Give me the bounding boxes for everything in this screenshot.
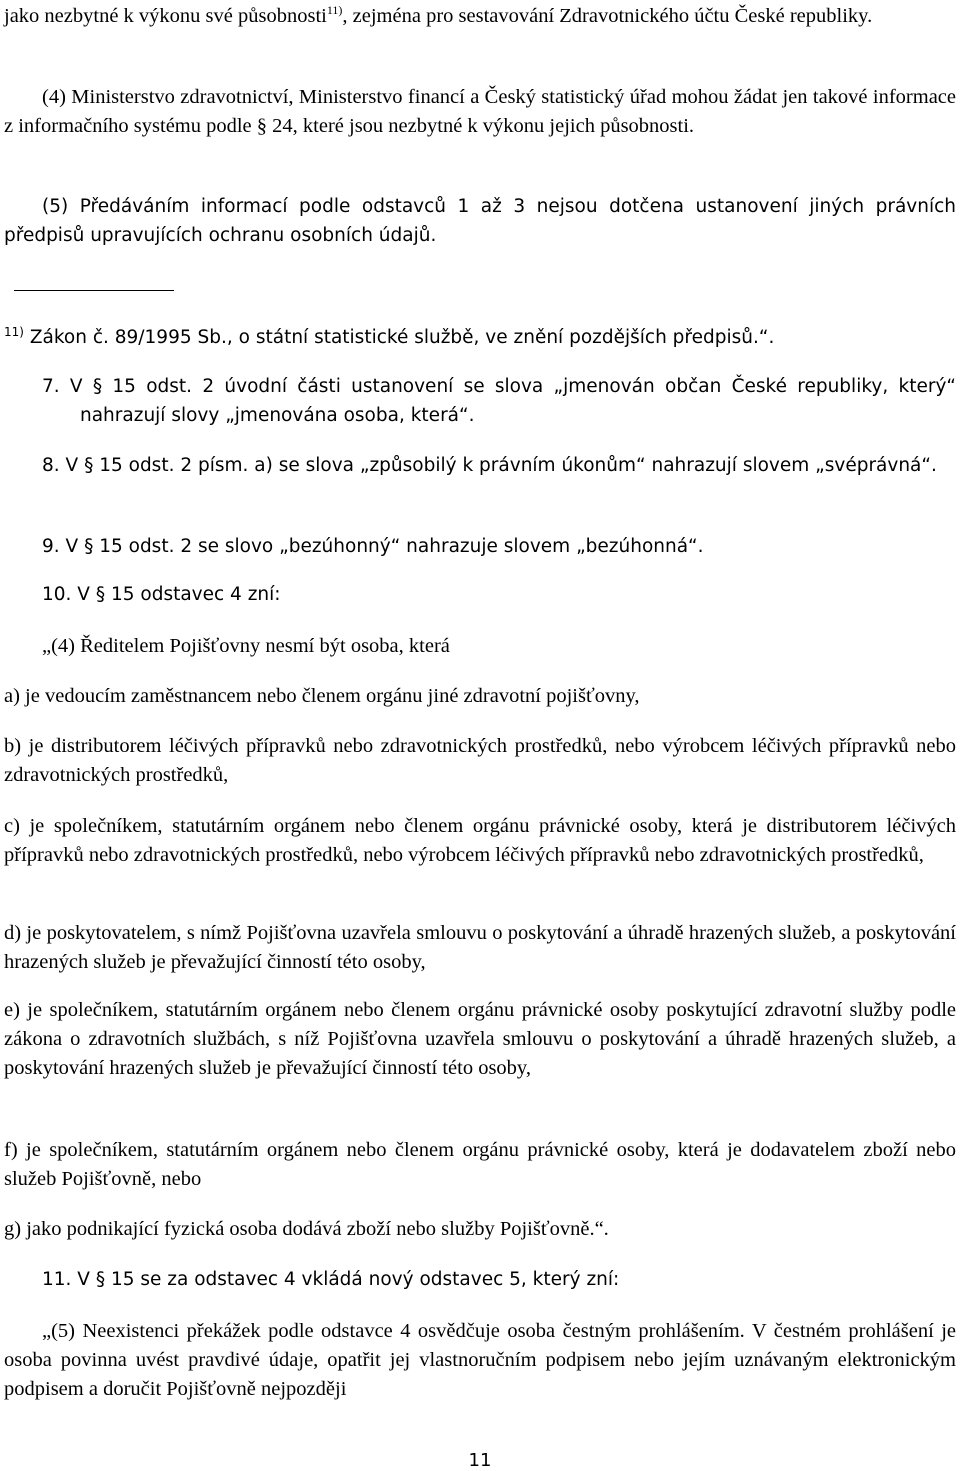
quoted-paragraph-4: „(4) Ředitelem Pojišťovny nesmí být osoba, která: [42, 635, 450, 657]
footnote-law-ref: Zákon č. 89/1995 Sb.: [29, 327, 227, 348]
paragraph-5: (5) Předáváním informací podle odstavců 1 až 3 nejsou dotčena ustanovení jiných právních předpisů upravujících ochranu osobních údajů.: [4, 196, 956, 246]
footnote-marker: 11): [4, 324, 24, 339]
clause-c: c) je společníkem, statutárním orgánem nebo členem orgánu právnické osoby, která je distributorem léčivých přípravků nebo zdravotnických prostředků, nebo výrobcem léčivých přípravků nebo zdravotnických prostředků,: [4, 815, 956, 866]
item-8: 8. V § 15 odst. 2 písm. a) se slova „způsobilý k právním úkonům“ nahrazují slovem „svéprávná“.: [42, 455, 937, 476]
intro-paragraph: [4, 2, 956, 31]
clause-d: d) je poskytovatelem, s nímž Pojišťovna uzavřela smlouvu o poskytování a úhradě hrazených služeb, a poskytování hrazených služeb je převažující činností této osoby,: [4, 922, 956, 973]
clause-g: g) jako podnikající fyzická osoba dodává zboží nebo služby Pojišťovně.“.: [4, 1218, 609, 1240]
intro-text: jako nezbytné k výkonu své působnosti: [4, 5, 327, 27]
intro-text-end: , zejména pro sestavování Zdravotnického účtu České republiky.: [342, 5, 873, 27]
footnote-divider: [14, 290, 174, 291]
clause-f: f) je společníkem, statutárním orgánem nebo členem orgánu právnické osoby, která je dodavatelem zboží nebo služeb Pojišťovně, nebo: [4, 1139, 956, 1190]
footnote-text: , o státní statistické službě, ve znění pozdějších předpisů.“.: [226, 327, 775, 348]
footnote-11: [4, 323, 956, 352]
item-9: 9. V § 15 odst. 2 se slovo „bezúhonný“ nahrazuje slovem „bezúhonná“.: [42, 536, 704, 557]
item-11: 11. V § 15 se za odstavec 4 vkládá nový odstavec 5, který zní:: [42, 1269, 620, 1290]
clause-a: a) je vedoucím zaměstnancem nebo členem orgánu jiné zdravotní pojišťovny,: [4, 685, 640, 707]
clause-e: e) je společníkem, statutárním orgánem nebo členem orgánu právnické osoby poskytující zdravotní služby podle zákona o zdravotních službách, s níž Pojišťovna uzavřela smlouvu o poskytování a úhradě hrazených služeb, a poskytování hrazených služeb je převažující činností této osoby,: [4, 999, 956, 1079]
footnote-ref[interactable]: 11): [326, 3, 343, 18]
item-10: 10. V § 15 odstavec 4 zní:: [42, 584, 281, 605]
paragraph-4: (4) Ministerstvo zdravotnictví, Ministerstvo financí a Český statistický úřad mohou žádat jen takové informace z informačního systému podle § 24, které jsou nezbytné k výkonu jejich působnosti.: [4, 86, 956, 137]
clause-b: b) je distributorem léčivých přípravků nebo zdravotnických prostředků, nebo výrobcem léčivých přípravků nebo zdravotnických prostředků,: [4, 735, 956, 786]
page-number: 11: [468, 1450, 492, 1471]
quoted-paragraph-5: „(5) Neexistenci překážek podle odstavce 4 osvědčuje osoba čestným prohlášením. V čestném prohlášení je osoba povinna uvést pravdivé údaje, opatřit jej vlastnoručním podpisem nebo jejím uznávaným elektronickým podpisem a doručit Pojišťovně nejpozději: [4, 1320, 956, 1400]
item-7: 7. V § 15 odst. 2 úvodní části ustanovení se slova „jmenován občan České republiky, který“ nahrazují slovy „jmenována osoba, která“.: [42, 376, 956, 426]
